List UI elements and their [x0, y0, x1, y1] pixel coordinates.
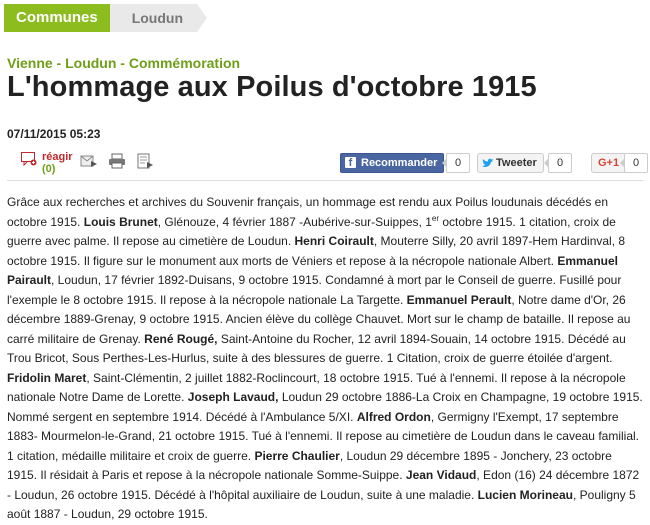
body-text: , Edon (16) 24 décembre 1872 - Loudun, 26 octobre 1915. Décédé à l'hôpital auxiliaire de Loudun, suite à une maladie.	[7, 468, 640, 502]
soldier-name: Lucien Morineau	[477, 487, 573, 502]
body-text: , Loudun, 17 février 1892-Duisans, 9 octobre 1915. Condamné à mort par le Conseil de guerre. Fusillé pour l'exemple le 8 octobre 1915. Il repose à la nécropole nationale La Targette.	[7, 273, 622, 307]
share-icon[interactable]	[80, 153, 98, 169]
breadcrumb	[4, 4, 197, 32]
divider	[7, 180, 643, 181]
soldier-name: Louis Brunet	[83, 214, 158, 229]
export-icon[interactable]	[136, 153, 154, 169]
soldier-name: Joseph Lavaud,	[187, 390, 279, 404]
tweet-label: Tweeter	[496, 157, 537, 169]
body-text: , Glénouze, 4 février 1887 -Aubérive-sur-Suippes, 1	[157, 214, 432, 229]
soldier-name: René Rougé,	[144, 331, 218, 346]
soldier-name: Alfred Ordon	[356, 409, 431, 424]
twitter-bird-icon	[482, 158, 494, 168]
soldier-name: Jean Vidaud	[405, 468, 477, 482]
react-icon	[21, 152, 37, 166]
tweet-button[interactable]	[477, 153, 544, 173]
article-toolbar	[18, 150, 648, 176]
page-title: L'hommage aux Poilus d'octobre 1915	[7, 71, 537, 103]
soldier-name: Pierre Chaulier	[254, 448, 340, 463]
soldier-name: Emmanuel Pairault	[7, 253, 619, 287]
body-text: , Loudun 29 décembre 1895 - Jonchery, 23 octobre 1915. Il résidait à Paris et repose à la nécropole nationale Somme-Suippe.	[7, 448, 612, 482]
article-date: 07/11/2015 05:23	[7, 127, 101, 141]
soldier-name: Emmanuel Perault	[406, 292, 512, 307]
facebook-icon: f	[345, 157, 356, 168]
react-label[interactable]: réagir	[42, 151, 73, 163]
soldier-name: Fridolin Maret	[7, 370, 87, 385]
body-text: Loudun 29 octobre 1886-La Croix en Champagne, 19 octobre 1915. Nommé sergent en septembre 1914. Décédé à l'Ambulance 5/XI.	[7, 390, 643, 424]
react-button[interactable]	[18, 150, 78, 176]
facebook-recommend-label: Recommander	[361, 157, 438, 169]
body-text: , Mouterre Silly, 20 avril 1897-Hem Hardinval, 8 octobre 1915. Il figure sur le monument aux morts de Véniers et repose à la nécropole nationale Albert.	[7, 234, 626, 268]
facebook-count: 0	[446, 153, 470, 173]
tweet-count: 0	[548, 153, 572, 173]
body-text: er	[431, 213, 440, 223]
article-body	[7, 193, 643, 525]
body-text: , Pouligny 5 août 1887 - Loudun, 29 octobre 1915.	[7, 487, 636, 521]
body-text: octobre 1915. 1 citation, croix de guerre avec palme. Il repose au cimetière de Loudun.	[7, 214, 616, 248]
react-count: (0)	[42, 163, 56, 175]
body-text: , Germigny l'Exempt, 17 septembre 1883- Mourmelon-le-Grand, 21 octobre 1915. Tué à l'ennemi. Il repose au cimetière de Loudun dans le caveau familial. 1 citation, médaille militaire et croix de guerre.	[7, 409, 639, 463]
body-text: Saint-Antoine du Rocher, 12 avril 1894-Souain, 14 octobre 1915. Décédé au Trou Bricot, Sous Perthes-Les-Hurlus, suite à des blessures de guerre. 1 Citation, croix de guerre étoilée d'argent.	[7, 331, 626, 365]
print-icon[interactable]	[108, 153, 126, 169]
soldier-name: Henri Coirault	[294, 234, 374, 248]
body-text: , Saint-Clémentin, 2 juillet 1882-Roclincourt, 18 octobre 1915. Tué à l'ennemi. Il repose à la nécropole nationale Notre Dame de Lorette.	[7, 370, 626, 404]
breadcrumb-loudun-link[interactable]: Loudun	[110, 4, 197, 32]
body-text: , Notre dame d'Or, 26 décembre 1889-Grenay, 9 octobre 1915. Ancien élève du collège Chauvet. Mort sur le champ de bataille. Il repose au carré militaire de Grenay.	[7, 292, 631, 346]
google-plus-one-button[interactable]: G+1	[591, 153, 626, 173]
breadcrumb-communes-link[interactable]: Communes	[4, 4, 110, 32]
facebook-recommend-button[interactable]	[340, 153, 444, 173]
google-plus-count: 0	[624, 153, 648, 173]
article-kicker[interactable]: Vienne - Loudun - Commémoration	[7, 55, 241, 71]
body-text: Grâce aux recherches et archives du Souvenir français, un hommage est rendu aux Poilus loudunais décédés en octobre 1915.	[7, 195, 609, 229]
